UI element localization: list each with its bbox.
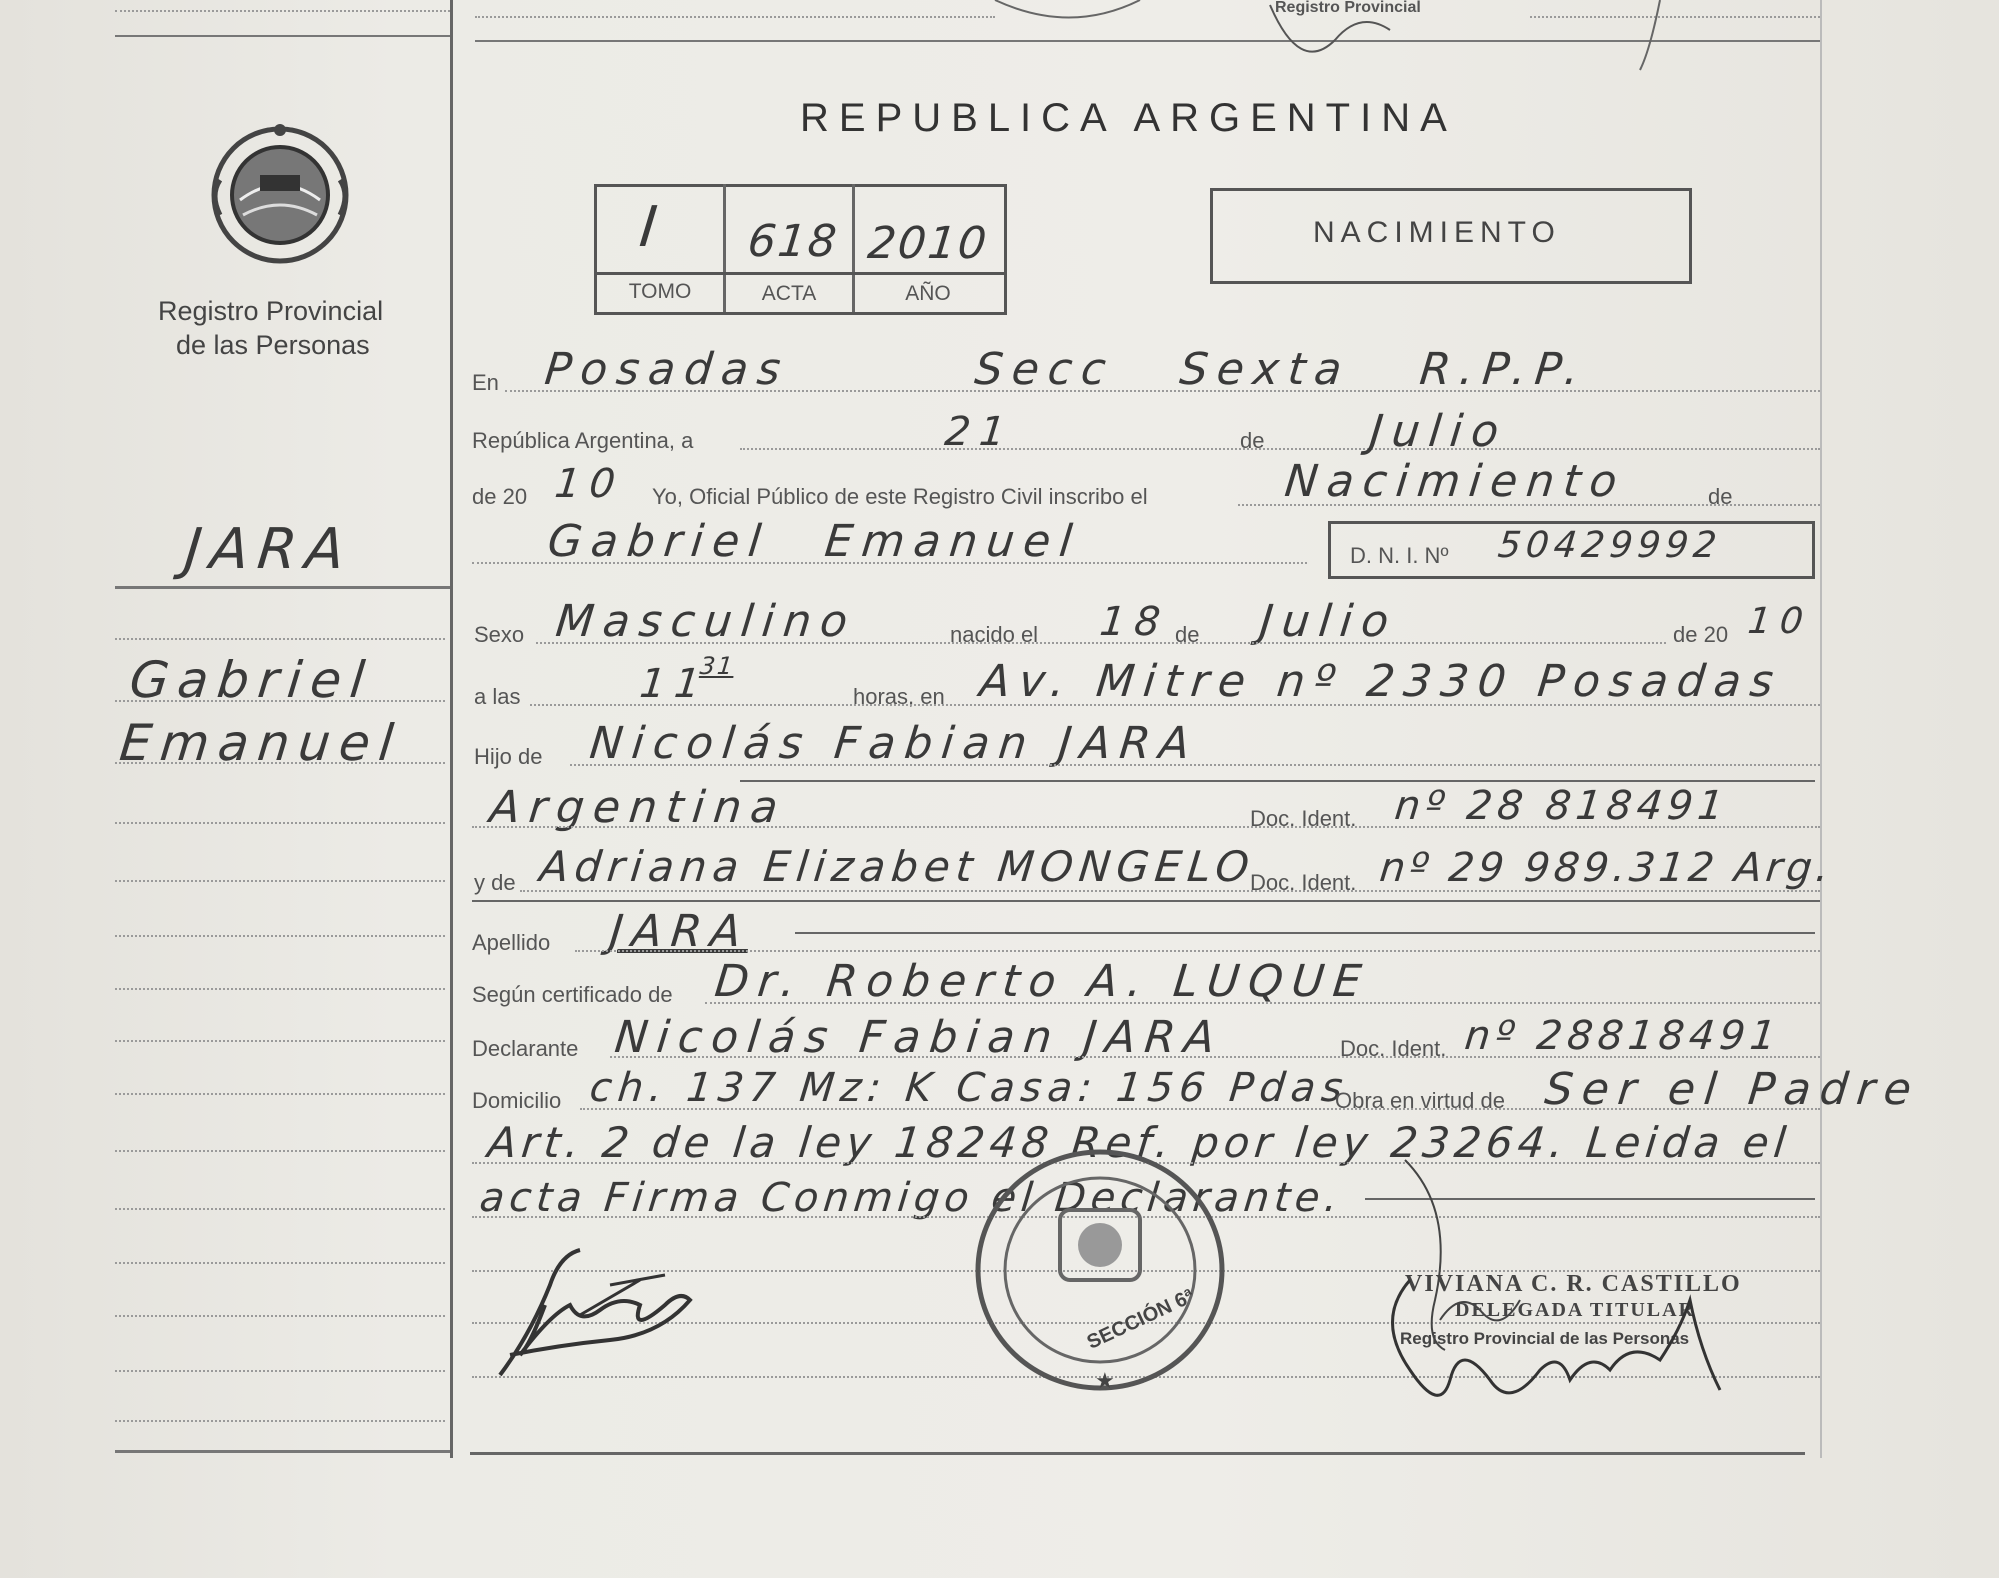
- secc-value: Secc: [972, 344, 1118, 395]
- label-y-de: y de: [474, 870, 516, 895]
- field-line: [580, 1108, 1820, 1110]
- given-name-2-value: Emanuel: [822, 516, 1084, 567]
- label-doc-ident-father: Doc. Ident.: [1250, 806, 1357, 831]
- certifier-value: Dr. Roberto A. LUQUE: [712, 956, 1373, 1007]
- field-line: [570, 764, 1820, 766]
- margin-line: [115, 822, 445, 824]
- month-value: Julio: [1367, 406, 1510, 457]
- bottom-rule: [470, 1452, 1805, 1455]
- declarant-value: Nicolás Fabian JARA: [612, 1012, 1227, 1063]
- provincial-seal-icon: [205, 120, 355, 270]
- label-dni: D. N. I. Nº: [1350, 543, 1449, 568]
- officer-role: DELEGADA TITULAR: [1455, 1299, 1696, 1321]
- field-line: [740, 448, 1820, 450]
- label-de20: de 20: [472, 484, 528, 509]
- margin-line: [115, 762, 445, 764]
- registry-name-line1: Registro Provincial: [158, 296, 384, 326]
- label-sexo: Sexo: [474, 622, 525, 647]
- year-suffix-value: 10: [552, 461, 627, 507]
- anio-label: AÑO: [905, 282, 951, 305]
- stamp-section-text: SECCIÓN 6ª: [1083, 1285, 1198, 1354]
- label-a-las: a las: [474, 684, 521, 709]
- margin-line: [115, 1150, 445, 1152]
- field-line-solid: [795, 932, 1815, 934]
- margin-line: [115, 1370, 445, 1372]
- hour-value: 11: [637, 661, 712, 707]
- obra-value: Ser el Padre: [1542, 1064, 1923, 1115]
- margin-line: [115, 988, 445, 990]
- mother-doc-value: nº 29 989.312 Arg.: [1377, 845, 1835, 891]
- margin-line: [115, 1262, 445, 1264]
- registry-name-line2: de las Personas: [176, 330, 370, 360]
- margin-line: [115, 1093, 445, 1095]
- label-doc-ident-declarant: Doc. Ident.: [1340, 1036, 1447, 1061]
- margin-bottom-rule: [115, 1450, 450, 1453]
- margin-line: [115, 700, 445, 702]
- label-oficial: Yo, Oficial Público de este Registro Civil inscribo el: [652, 484, 1148, 509]
- certificate-type: NACIMIENTO: [1313, 216, 1561, 249]
- label-de-birth: de: [1175, 622, 1200, 647]
- margin-line: [115, 1208, 445, 1210]
- officer-name: VIVIANA C. R. CASTILLO: [1405, 1271, 1742, 1297]
- margin-line: [115, 1315, 445, 1317]
- field-line: [705, 1002, 1820, 1004]
- rpp-value: R.P.P.: [1417, 344, 1591, 395]
- tomo-label: TOMO: [628, 280, 692, 303]
- official-stamp: [965, 1140, 1235, 1400]
- label-de-month: de: [1240, 428, 1265, 453]
- margin-scribble: [1395, 1150, 1475, 1350]
- margin-line: [115, 638, 445, 640]
- declarant-signature: [490, 1245, 730, 1385]
- margin-surname: JARA: [181, 517, 357, 582]
- minutes-value: 31: [698, 652, 737, 680]
- surname-value: JARA: [607, 906, 753, 957]
- field-line: [536, 642, 1666, 644]
- label-obra: Obra en virtud de: [1335, 1088, 1505, 1113]
- officer-office: Registro Provincial de las Personas: [1400, 1329, 1690, 1348]
- label-apellido: Apellido: [472, 930, 551, 955]
- place-value: Posadas: [542, 344, 792, 395]
- tomo-value: I: [636, 195, 660, 260]
- field-line: [610, 1056, 1820, 1058]
- birth-day-value: 18: [1097, 599, 1172, 645]
- field-line: [472, 826, 1820, 828]
- field-line-solid: [740, 780, 1815, 782]
- act-value: Nacimiento: [1282, 456, 1629, 507]
- address-value: ch. 137 Mz: K Casa: 156 Pdas: [587, 1065, 1351, 1111]
- sex-value: Masculino: [553, 596, 859, 647]
- dni-value: 50429992: [1495, 525, 1724, 566]
- label-doc-ident-mother: Doc. Ident.: [1250, 870, 1357, 895]
- acta-value: 618: [745, 216, 841, 267]
- margin-line: [115, 1040, 445, 1042]
- declarant-doc-value: nº 28818491: [1462, 1013, 1783, 1059]
- margin-rule-1: [115, 586, 450, 589]
- father-doc-value: nº 28 818491: [1392, 783, 1731, 829]
- label-domicilio: Domicilio: [472, 1088, 562, 1113]
- margin-line: [115, 935, 445, 937]
- field-line: [520, 890, 1820, 892]
- birth-month-value: Julio: [1257, 596, 1400, 647]
- day-value: 21: [942, 409, 1017, 455]
- margin-given-2: Emanuel: [116, 714, 406, 772]
- birth-place-value: Av. Mitre nº 2330 Posadas: [977, 656, 1785, 707]
- top-stamp-text: Registro Provincial: [1275, 0, 1421, 16]
- right-margin: [1820, 0, 1822, 1458]
- margin-line: [115, 880, 445, 882]
- label-declarante: Declarante: [472, 1036, 579, 1061]
- label-de20-birth: de 20: [1673, 622, 1729, 647]
- observations-line-1: Art. 2 de la ley 18248 Ref. por ley 23264. Leida el: [485, 1118, 1794, 1167]
- label-segun: Según certificado de: [472, 982, 673, 1007]
- father-nationality-value: Argentina: [487, 782, 790, 833]
- father-value: Nicolás Fabian JARA: [587, 718, 1202, 769]
- column-divider: [450, 0, 453, 1458]
- observations-line-2: acta Firma Conmigo el Declarante.: [477, 1175, 1345, 1221]
- margin-line: [115, 1420, 445, 1422]
- margin-given-1: Gabriel: [126, 651, 377, 709]
- birth-year-suffix-value: 10: [1745, 601, 1815, 642]
- field-line: [575, 950, 1820, 952]
- field-line-solid: [472, 900, 1820, 902]
- field-line: [530, 704, 1820, 706]
- label-en: En: [472, 370, 499, 395]
- given-name-1-value: Gabriel: [545, 516, 773, 567]
- svg-text:★: ★: [1095, 1368, 1115, 1393]
- mother-value: Adriana Elizabet MONGELO: [537, 842, 1258, 891]
- label-horas-en: horas, en: [853, 684, 945, 709]
- anio-value: 2010: [865, 218, 991, 269]
- section-value: Sexta: [1177, 344, 1353, 395]
- country-title: REPUBLICA ARGENTINA: [800, 96, 1457, 140]
- label-republica: República Argentina, a: [472, 428, 694, 453]
- label-hijo-de: Hijo de: [474, 744, 543, 769]
- label-de-of: de: [1708, 484, 1733, 509]
- label-nacido: nacido el: [950, 622, 1039, 647]
- acta-label: ACTA: [761, 282, 817, 305]
- table-divider: [594, 272, 1004, 275]
